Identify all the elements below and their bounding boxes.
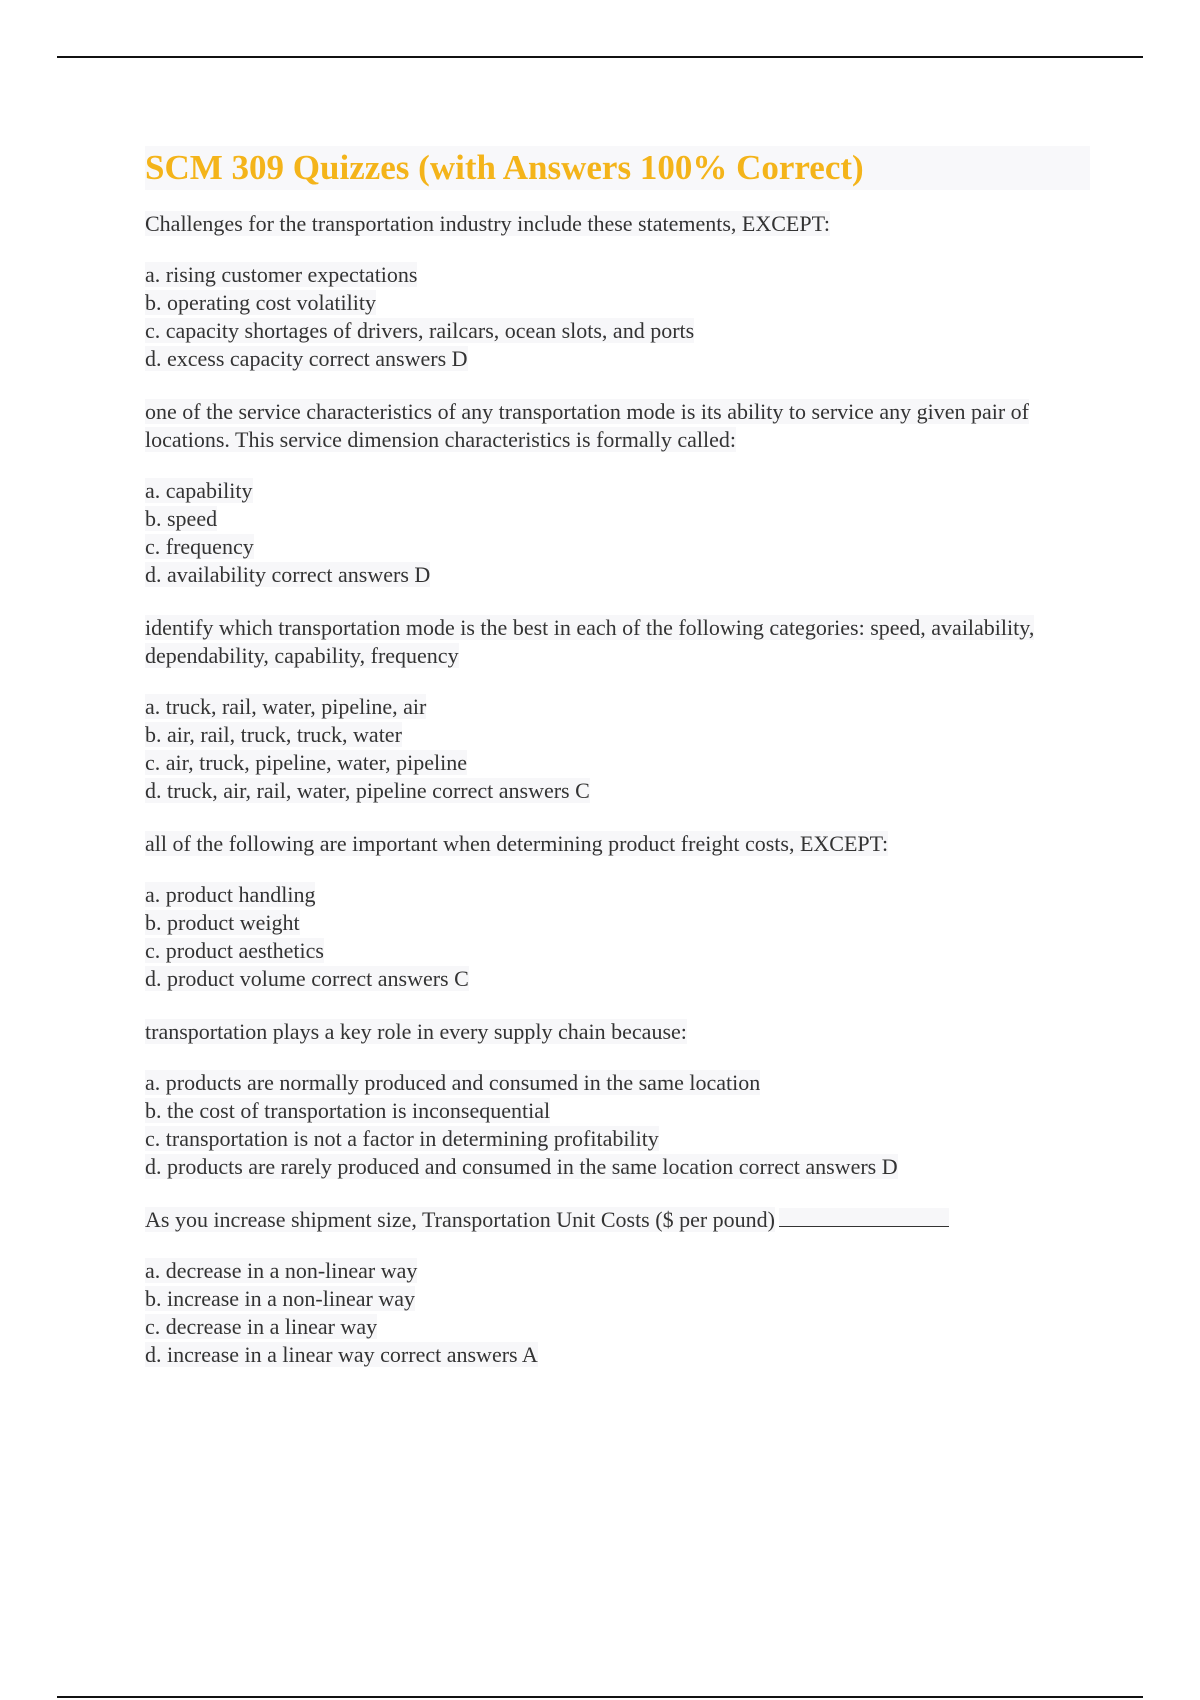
option-d: d. truck, air, rail, water, pipeline correct answers C [145, 778, 590, 803]
question-3 [145, 614, 1090, 805]
option-b: b. speed [145, 506, 218, 531]
option-a: a. capability [145, 478, 253, 503]
question-stem: identify which transportation mode is the best in each of the following categories: speed, availability, dependability, capability, frequency [145, 615, 1035, 668]
option-d: d. increase in a linear way correct answers A [145, 1342, 538, 1367]
option-a: a. product handling [145, 882, 316, 907]
option-c: c. capacity shortages of drivers, railcars, ocean slots, and ports [145, 318, 695, 343]
option-b: b. product weight [145, 910, 300, 935]
answer-options [145, 881, 1090, 993]
answer-options [145, 477, 1090, 589]
answer-options [145, 261, 1090, 373]
option-d: d. product volume correct answers C [145, 966, 469, 991]
option-a: a. decrease in a non-linear way [145, 1258, 418, 1283]
option-b: b. the cost of transportation is inconsequential [145, 1098, 551, 1123]
answer-options [145, 1069, 1090, 1181]
option-d: d. availability correct answers D [145, 562, 431, 587]
option-a: a. products are normally produced and consumed in the same location [145, 1070, 761, 1095]
option-c: c. decrease in a linear way [145, 1314, 378, 1339]
question-stem: As you increase shipment size, Transportation Unit Costs ($ per pound) [145, 1206, 1090, 1234]
question-1 [145, 210, 1090, 373]
footer-rule [57, 1696, 1143, 1698]
option-b: b. increase in a non-linear way [145, 1286, 415, 1311]
question-4 [145, 830, 1090, 993]
option-a: a. truck, rail, water, pipeline, air [145, 694, 427, 719]
question-stem: all of the following are important when determining product freight costs, EXCEPT: [145, 831, 889, 856]
option-a: a. rising customer expectations [145, 262, 418, 287]
option-d: d. excess capacity correct answers D [145, 346, 468, 371]
option-c: c. frequency [145, 534, 254, 559]
document-title: SCM 309 Quizzes (with Answers 100% Correct) [145, 146, 1090, 190]
option-b: b. operating cost volatility [145, 290, 376, 315]
header-rule [57, 56, 1143, 58]
option-c: c. product aesthetics [145, 938, 324, 963]
question-2 [145, 398, 1090, 589]
question-stem: one of the service characteristics of any transportation mode is its ability to service any given pair of locations. This service dimension characteristics is formally called: [145, 399, 1029, 452]
question-5 [145, 1018, 1090, 1181]
option-c: c. air, truck, pipeline, water, pipeline [145, 750, 467, 775]
option-d: d. products are rarely produced and consumed in the same location correct answers D [145, 1154, 898, 1179]
answer-options [145, 693, 1090, 805]
option-b: b. air, rail, truck, truck, water [145, 722, 402, 747]
option-c: c. transportation is not a factor in determining profitability [145, 1126, 659, 1151]
fill-in-blank [779, 1208, 949, 1227]
question-stem: Challenges for the transportation industry include these statements, EXCEPT: [145, 211, 831, 236]
document-body [145, 146, 1090, 1394]
question-stem: transportation plays a key role in every supply chain because: [145, 1019, 687, 1044]
question-6 [145, 1206, 1090, 1369]
answer-options [145, 1257, 1090, 1369]
